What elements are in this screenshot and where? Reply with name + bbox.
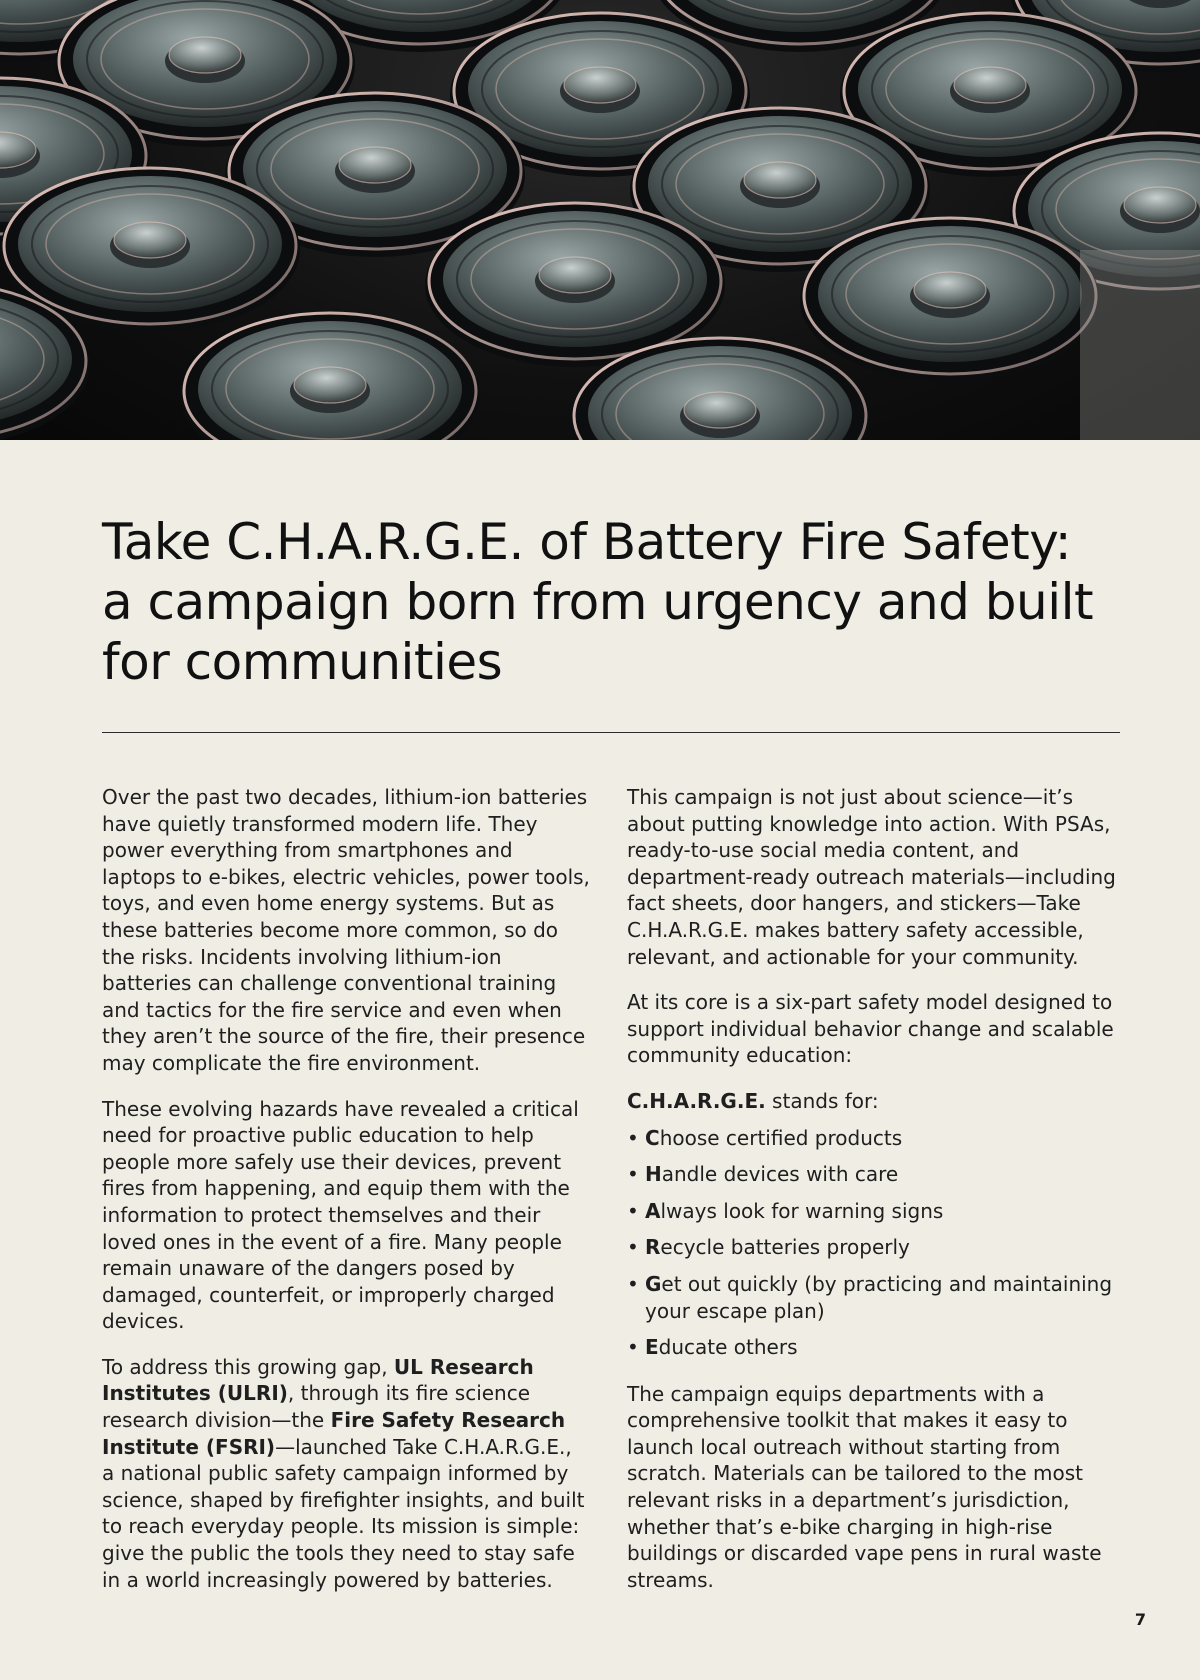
paragraph-campaign-launch xyxy=(102,1354,590,1593)
divider xyxy=(102,732,1120,733)
list-item xyxy=(627,1334,1127,1361)
list-item xyxy=(627,1234,1127,1261)
stands-for-text: stands for: xyxy=(765,1088,879,1113)
item-initial: E xyxy=(645,1335,659,1360)
stands-for-line xyxy=(627,1088,1127,1115)
hero-image xyxy=(0,0,1200,440)
paragraph-toolkit: The campaign equips departments with a comprehensive toolkit that makes it easy to launch local outreach without starting from scratch. Materials can be tailored to the most relevant risks in a department’s jurisdiction, whether that’s e-bike charging in high-rise buildings or discarded vape pens in rural waste streams. xyxy=(627,1381,1102,1592)
text-span: —launched Take C.H.A.R.G.E., a national public safety campaign informed by science, shaped by firefighter insights, and built to reach everyday people. Its mission is simple: give the public the tools they need to stay safe in a world increasingly powered by batteries. xyxy=(102,1434,585,1592)
right-column xyxy=(627,784,1127,1612)
item-text: et out quickly (by practicing and maintaining your escape plan) xyxy=(645,1271,1113,1323)
item-text: ecycle batteries properly xyxy=(660,1235,910,1260)
charge-acronym: C.H.A.R.G.E. xyxy=(627,1088,766,1113)
list-item xyxy=(627,1161,1127,1188)
item-initial: C xyxy=(645,1125,660,1150)
org-fsri: Fire Safety Research Institute (FSRI) xyxy=(102,1408,566,1459)
item-initial: H xyxy=(645,1162,662,1187)
list-item xyxy=(627,1125,1127,1152)
page-number: 7 xyxy=(1134,1610,1146,1629)
item-text: andle devices with care xyxy=(661,1162,899,1187)
text-span: , through its fire science research division—the xyxy=(102,1381,531,1433)
item-initial: G xyxy=(645,1271,662,1296)
page-title: Take C.H.A.R.G.E. of Battery Fire Safety: a campaign born from urgency and built for communities xyxy=(102,513,1094,691)
paragraph-intro: Over the past two decades, lithium-ion batteries have quietly transformed modern life. They power everything from smartphones and laptops to e-bikes, electric vehicles, power tools, toys, and even home energy systems. But as these batteries become more common, so do the risks. Incidents involving lithium-ion batteries can challenge conventional training and tactics for the fire service and even when they aren’t the source of the fire, their presence may complicate the fire environment. xyxy=(102,785,590,1075)
left-column xyxy=(102,784,590,1612)
paragraph-action: This campaign is not just about science—it’s about putting knowledge into action. With PSAs, ready-to-use social media content, and department-ready outreach materials—including fact sheets, door hangers, and stickers—Take C.H.A.R.G.E. makes battery safety accessible, relevant, and actionable for your community. xyxy=(627,785,1116,969)
item-text: ducate others xyxy=(658,1335,798,1360)
item-initial: A xyxy=(645,1198,661,1223)
battery-tops-photo-icon xyxy=(0,0,1200,440)
paragraph-model: At its core is a six-part safety model designed to support individual behavior change and scalable community education: xyxy=(627,990,1114,1068)
list-item xyxy=(627,1271,1127,1324)
item-text: lways look for warning signs xyxy=(660,1198,944,1223)
item-text: hoose certified products xyxy=(659,1125,903,1150)
item-initial: R xyxy=(645,1235,661,1260)
list-item xyxy=(627,1198,1127,1225)
text-span: To address this growing gap, xyxy=(102,1354,394,1379)
paragraph-hazards: These evolving hazards have revealed a critical need for proactive public education to help people more safely use their devices, prevent fires from happening, and equip them with the information to protect themselves and their loved ones in the event of a fire. Many people remain unaware of the dangers posed by damaged, counterfeit, or improperly charged devices. xyxy=(102,1096,579,1334)
org-ulri: UL Research Institutes (ULRI) xyxy=(102,1354,534,1406)
charge-list xyxy=(627,1125,1127,1361)
